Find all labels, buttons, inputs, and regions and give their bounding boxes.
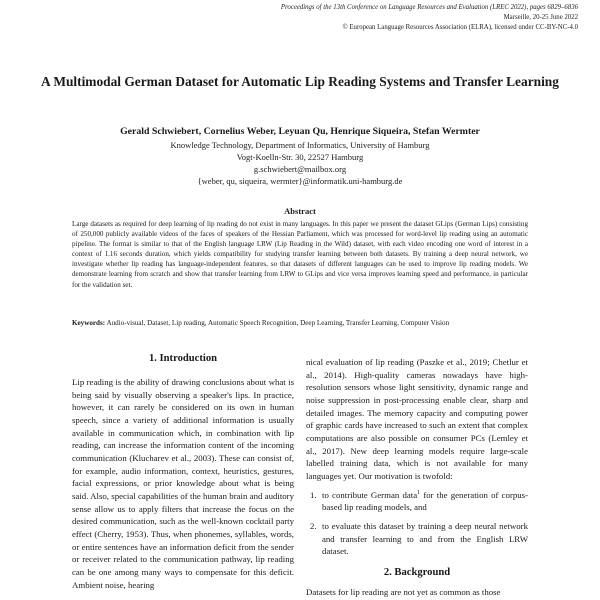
motivation-list	[306, 489, 528, 558]
motivation-paragraph: nical evaluation of lip reading (Paszke et al., 2019; Chetlur et al., 2014). High-quality cameras nowadays have high-resolution sensors whose light sensitivity, dynamic range and noise suppression in post-processing enable clear, sharp and detailed images. The memory capacity and computing power of graphic cards have increased to such an extent that complex computations are also possible on consumer PCs (Lemley et al., 2017). New deep learning models require large-scale labelled training data, which is not available for many languages yet. Our motivation is twofold:	[306, 357, 528, 481]
license-line: © European Language Resources Association (ELRA), licensed under CC-BY-NC-4.0	[342, 24, 578, 32]
proceedings-line: Proceedings of the 13th Conference on Language Resources and Evaluation (LREC 2022), pages 6829–6836	[280, 4, 578, 11]
list-number: 2.	[310, 520, 317, 531]
proceedings-header	[248, 3, 578, 34]
address: Vogt-Koelln-Str. 30, 22527 Hamburg	[236, 152, 364, 162]
keywords-label: Keywords:	[72, 319, 106, 327]
list-text: to contribute German data	[322, 489, 418, 500]
footnote-marker: 1	[417, 489, 421, 496]
background-paragraph: Datasets for lip reading are not yet as common as those	[306, 586, 501, 597]
introduction-paragraph: Lip reading is the ability of drawing conclusions about what is being said by visually observing a speaker's lips. In practice, however, it can rarely be considered on its own in human speech, since a variety of additional information is usually available in communication which, in combination with lip reading, can increase the information content of the incoming communication (Klucharev et al., 2003). These can consist of, for example, audio information, context, heuristics, gestures, facial expressions, or prior knowledge about what is being said. Also, special capabilities of the human brain and auditory sense allow us to apply filters that increase the focus on the desired communication, such as the well-known cocktail party effect (Cherry, 1953). Thus, when phonemes, syllables, words, or entire sentences have an information deficit from the sender or receiver related to the communication pathway, lip reading can be one among many ways to compensate for this deficit. Ambient noise, hearing	[72, 377, 294, 590]
right-column	[306, 356, 528, 599]
email-group: {weber, qu, siqueira, wermter}@informatik.uni-hamburg.de	[197, 176, 403, 186]
keywords	[72, 318, 528, 328]
section-heading-background: 2. Background	[383, 566, 451, 578]
list-text-continued: for the generation of corpus-based lip reading models, and	[322, 489, 528, 513]
section-heading-introduction: 1. Introduction	[148, 353, 218, 364]
list-item	[306, 489, 528, 514]
list-text: to evaluate this dataset by training a deep neural network and transfer learning to and from the English LRW dataset.	[322, 520, 528, 557]
abstract-text: Large datasets as required for deep learning of lip reading do not exist in many languages. In this paper we present the dataset GLips (German Lips) consisting of 250,000 publicly available videos of the faces of speakers of the Hessian Parliament, which was processed for word-level lip reading using an automatic pipeline. The format is similar to that of the English language LRW (Lip Reading in the Wild) dataset, with each video encoding one word of interest in a context of 1.16 seconds duration, which yields compatibility for studying transfer learning between both datasets. By training a deep neural network, we investigate whether lip reading has language-independent features, so that datasets of different languages can be used to improve lip reading models. We demonstrate learning from scratch and show that transfer learning from LRW to GLips and vice versa improves learning speed and performance, in particular for the validation set.	[72, 220, 528, 289]
list-item	[306, 520, 528, 558]
left-column	[72, 352, 294, 591]
email-primary: g.schwiebert@mailbox.org	[253, 164, 347, 174]
abstract-heading: Abstract	[284, 206, 316, 216]
author-block	[30, 125, 570, 187]
keywords-text: Audio-visual, Dataset, Lip reading, Automatic Speech Recognition, Deep Learning, Transfer Learning, Computer Vision	[106, 319, 450, 327]
author-names: Gerald Schwiebert, Cornelius Weber, Leyuan Qu, Henrique Siqueira, Stefan Wermter	[120, 126, 480, 137]
list-number: 1.	[310, 489, 317, 500]
paper-title: A Multimodal German Dataset for Automatic Lip Reading Systems and Transfer Learning	[41, 74, 559, 89]
venue-line: Marseille, 20-25 June 2022	[503, 14, 578, 22]
affiliation: Knowledge Technology, Department of Informatics, University of Hamburg	[170, 140, 430, 150]
